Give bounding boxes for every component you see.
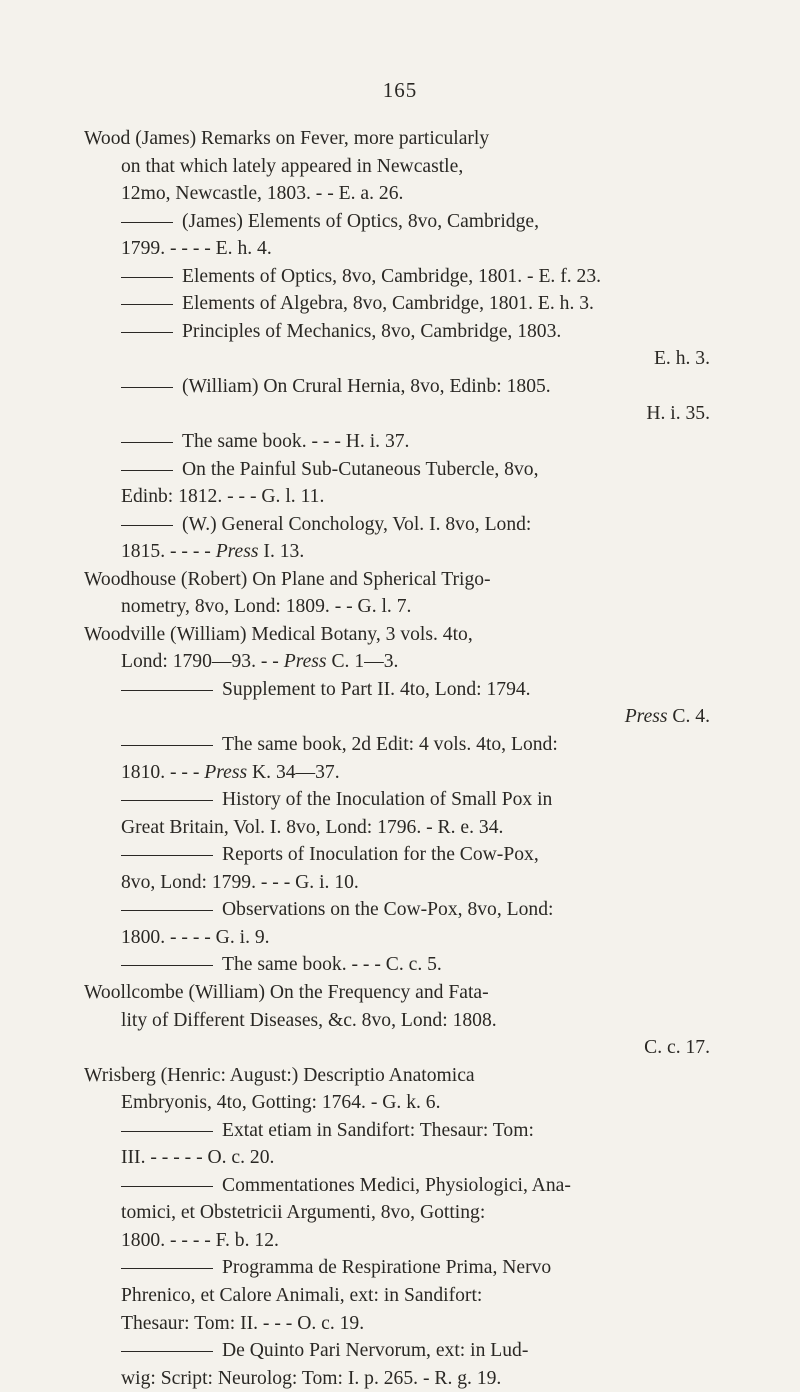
catalogue-entry [84, 841, 710, 896]
shelf-location-label: Press [283, 651, 327, 673]
entry-text: Observations on the Cow-Pox, 8vo, Lond: [222, 899, 554, 921]
ditto-rule [121, 442, 173, 443]
entry-text: 1800. - - - - F. b. 12. [121, 1229, 279, 1251]
catalogue-entry [84, 1062, 710, 1117]
entry-line [84, 1144, 710, 1172]
catalogue-entry [84, 318, 710, 373]
entry-line [84, 180, 710, 208]
entry-line [84, 1117, 710, 1145]
entry-text: tomici, et Obstetricii Argumenti, 8vo, Gotting: [121, 1202, 486, 1224]
entry-text: De Quinto Pari Nervorum, ext: in Lud- [222, 1340, 529, 1362]
ditto-rule [121, 222, 173, 223]
ditto-rule [121, 387, 173, 388]
entry-text: 1799. - - - - E. h. 4. [121, 238, 272, 260]
entry-line [84, 1310, 710, 1338]
entry-line [84, 1199, 710, 1227]
entry-line [84, 318, 710, 346]
entry-line [84, 924, 710, 952]
entry-text: 1810. - - - [121, 761, 205, 783]
entry-line [84, 1337, 710, 1365]
entry-line [84, 593, 710, 621]
entry-line [84, 235, 710, 263]
catalogue-entry [84, 263, 710, 291]
catalogue-entries [84, 125, 710, 1392]
shelf-mark: C. c. 17. [644, 1037, 710, 1059]
catalogue-entry [84, 290, 710, 318]
entry-line [84, 731, 710, 759]
ditto-rule [121, 1351, 213, 1352]
entry-line [84, 538, 710, 566]
shelf-mark-line [84, 1034, 710, 1062]
entry-line [84, 290, 710, 318]
entry-text: Programma de Respiratione Prima, Nervo [222, 1257, 552, 1279]
entry-text: Woodhouse (Robert) On Plane and Spherical Trigo- [84, 568, 491, 590]
ditto-rule [121, 910, 213, 911]
entry-text: 12mo, Newcastle, 1803. - - E. a. 26. [121, 183, 404, 205]
entry-text: Woollcombe (William) On the Frequency and Fata- [84, 981, 489, 1003]
catalogue-entry [84, 979, 710, 1062]
catalogue-entry [84, 1337, 710, 1392]
shelf-location-label: Press [624, 706, 668, 728]
entry-text: Edinb: 1812. - - - G. l. 11. [121, 486, 325, 508]
entry-text: Extat etiam in Sandifort: Thesaur: Tom: [222, 1119, 534, 1141]
catalogue-entry [84, 731, 710, 786]
entry-line [84, 456, 710, 484]
entry-text: 1800. - - - - G. i. 9. [121, 926, 270, 948]
entry-text: Supplement to Part II. 4to, Lond: 1794. [222, 678, 531, 700]
entry-line [84, 676, 710, 704]
entry-text: History of the Inoculation of Small Pox in [222, 789, 553, 811]
entry-text: Thesaur: Tom: II. - - - O. c. 19. [121, 1312, 365, 1334]
entry-text: Wrisberg (Henric: August:) Descriptio Anatomica [84, 1064, 475, 1086]
entry-line [84, 1062, 710, 1090]
entry-line [84, 1089, 710, 1117]
entry-text: (William) On Crural Hernia, 8vo, Edinb: 1805. [182, 375, 551, 397]
page-number: 165 [382, 78, 418, 102]
ditto-rule [121, 855, 213, 856]
shelf-mark: C. 1—3. [326, 651, 399, 673]
ditto-rule [121, 1268, 213, 1269]
shelf-mark-line [84, 345, 710, 373]
entry-text: nometry, 8vo, Lond: 1809. - - G. l. 7. [121, 596, 412, 618]
catalogue-entry [84, 566, 710, 621]
entry-line [84, 648, 710, 676]
entry-line [84, 373, 710, 401]
entry-line [84, 263, 710, 291]
entry-line [84, 428, 710, 456]
ditto-rule [121, 277, 173, 278]
ditto-rule [121, 470, 173, 471]
entry-text: The same book, 2d Edit: 4 vols. 4to, Lond: [222, 734, 558, 756]
entry-line [84, 153, 710, 181]
catalogue-entry [84, 621, 710, 676]
catalogue-entry [84, 1172, 710, 1255]
ditto-rule [121, 800, 213, 801]
entry-line [84, 896, 710, 924]
entry-text: 1815. - - - - [121, 541, 216, 563]
shelf-mark-line [84, 703, 710, 731]
entry-line [84, 869, 710, 897]
shelf-mark-line [84, 400, 710, 428]
entry-line [84, 621, 710, 649]
shelf-mark: H. i. 35. [646, 403, 710, 425]
shelf-mark: C. 4. [667, 706, 710, 728]
entry-line [84, 208, 710, 236]
shelf-mark: I. 13. [258, 541, 305, 563]
entry-line [84, 1007, 710, 1035]
entry-line [84, 566, 710, 594]
entry-text: The same book. - - - C. c. 5. [222, 954, 442, 976]
entry-text: Lond: 1790—93. - - [121, 651, 284, 673]
ditto-rule [121, 1131, 213, 1132]
entry-text: Phrenico, et Calore Animali, ext: in Sandifort: [121, 1284, 483, 1306]
entry-text: lity of Different Diseases, &c. 8vo, Lond: 1808. [121, 1009, 497, 1031]
entry-line [84, 483, 710, 511]
ditto-rule [121, 745, 213, 746]
entry-text: Great Britain, Vol. I. 8vo, Lond: 1796. - R. e. 34. [121, 816, 504, 838]
entry-text: Woodville (William) Medical Botany, 3 vols. 4to, [84, 623, 473, 645]
catalogue-entry [84, 208, 710, 263]
entry-text: Elements of Optics, 8vo, Cambridge, 1801. - E. f. 23. [182, 265, 602, 287]
catalogue-entry [84, 373, 710, 428]
ditto-rule [121, 965, 213, 966]
entry-text: Wood (James) Remarks on Fever, more particularly [84, 128, 490, 149]
entry-text: Reports of Inoculation for the Cow-Pox, [222, 844, 539, 866]
entry-text: 8vo, Lond: 1799. - - - G. i. 10. [121, 871, 359, 893]
entry-line [84, 125, 710, 153]
catalogue-entry [84, 951, 710, 979]
entry-line [84, 951, 710, 979]
entry-text: Commentationes Medici, Physiologici, Ana- [222, 1174, 571, 1196]
entry-line [84, 1254, 710, 1282]
shelf-location-label: Press [204, 761, 248, 783]
shelf-mark: K. 34—37. [247, 761, 340, 783]
entry-line [84, 1227, 710, 1255]
catalogue-entry [84, 896, 710, 951]
ditto-rule [121, 332, 173, 333]
entry-line [84, 814, 710, 842]
entry-text: (James) Elements of Optics, 8vo, Cambridge, [182, 210, 539, 232]
entry-text: (W.) General Conchology, Vol. I. 8vo, Lond: [182, 513, 532, 535]
entry-text: III. - - - - - O. c. 20. [121, 1147, 275, 1169]
entry-line [84, 841, 710, 869]
ditto-rule [121, 525, 173, 526]
entry-text: Principles of Mechanics, 8vo, Cambridge, 1803. [182, 320, 562, 342]
shelf-mark: E. h. 3. [653, 348, 710, 370]
entry-line [84, 1282, 710, 1310]
entry-text: Elements of Algebra, 8vo, Cambridge, 1801. E. h. 3. [182, 293, 594, 315]
catalogue-entry [84, 456, 710, 511]
catalogue-entry [84, 1254, 710, 1337]
entry-line [84, 1365, 710, 1392]
catalogue-entry [84, 125, 710, 208]
catalogue-entry [84, 1117, 710, 1172]
entry-line [84, 759, 710, 787]
entry-text: On the Painful Sub-Cutaneous Tubercle, 8vo, [182, 458, 539, 480]
catalogue-entry [84, 428, 710, 456]
entry-text: Embryonis, 4to, Gotting: 1764. - G. k. 6. [121, 1092, 441, 1114]
entry-line [84, 786, 710, 814]
catalogue-entry [84, 511, 710, 566]
entry-text: wig: Script: Neurolog: Tom: I. p. 265. - R. g. 19. [121, 1367, 502, 1389]
shelf-location-label: Press [215, 541, 259, 563]
entry-text: on that which lately appeared in Newcastle, [121, 155, 464, 177]
entry-text: The same book. - - - H. i. 37. [182, 431, 410, 453]
ditto-rule [121, 1186, 213, 1187]
entry-line [84, 979, 710, 1007]
ditto-rule [121, 690, 213, 691]
ditto-rule [121, 304, 173, 305]
catalogue-entry [84, 676, 710, 731]
catalogue-entry [84, 786, 710, 841]
entry-line [84, 1172, 710, 1200]
entry-line [84, 511, 710, 539]
